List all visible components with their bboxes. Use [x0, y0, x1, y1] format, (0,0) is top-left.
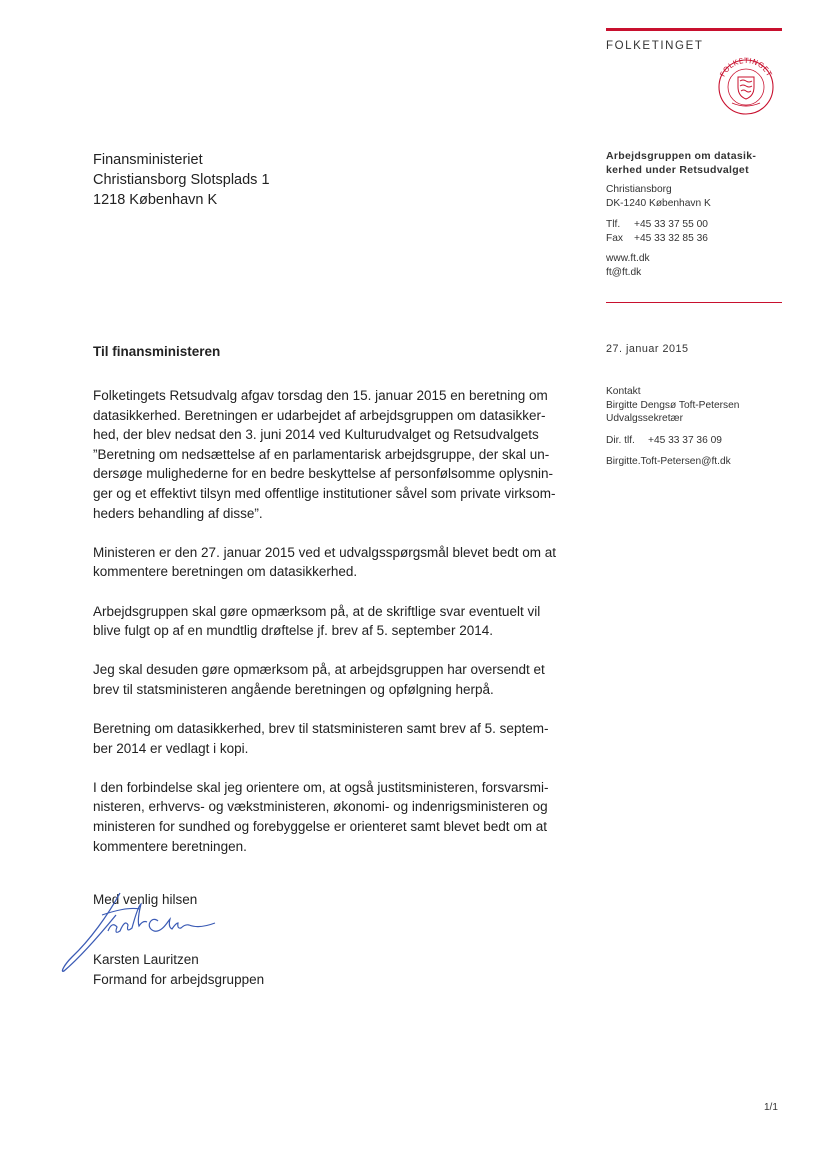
sender-divider — [606, 302, 782, 303]
contact-phone-row: Dir. tlf. +45 33 37 36 09 — [606, 435, 722, 446]
paragraph: I den forbindelse skal jeg orientere om, at også justitsministeren, forsvarsmi- nisteren, erhvervs- og vækstministeren, økonomi- og indenrigsministeren og ministeren for sundhed og forebyggelse er orienteret samt blevet bedt om at kommentere beretningen. — [93, 779, 549, 854]
recipient-line: Finansministeriet — [93, 152, 203, 168]
sender-web-email — [606, 252, 650, 279]
paragraph: Beretning om datasikkerhed, brev til statsministeren samt brev af 5. septem- ber 2014 er vedlagt i kopi. — [93, 721, 549, 756]
recipient-line: 1218 København K — [93, 192, 218, 208]
contact-title: Udvalgssekretær — [606, 413, 683, 424]
paragraph: Jeg skal desuden gøre opmærksom på, at arbejdsgruppen har oversendt et brev til statsministeren angående beretningen og opfølgning herpå. — [93, 662, 545, 697]
closing: Med venlig hilsen — [93, 892, 198, 907]
page-number: 1/1 — [764, 1102, 778, 1113]
sender-address: Christiansborg DK-1240 København K — [606, 184, 711, 209]
signer — [93, 950, 264, 989]
paragraph: Folketingets Retsudvalg afgav torsdag den 15. januar 2015 en beretning om datasikkerhed. Beretningen er udarbejdet af arbejdsgruppen om datasikker- hed, der blev nedsat den 3. juni 2014 ved Kulturudvalget og Retsudvalgets ”Beretning om nedsættelse af en parlamentarisk arbejdsgruppe, der skal un- dersøge mulighederne for en bedre beskyttelse af personfølsomme oplysnin- ger og et effektivt tilsyn med offentlige institutioner såvel som private virksom- heders behandling af disse”. — [93, 388, 556, 521]
contact-email: Birgitte.Toft-Petersen@ft.dk — [606, 456, 731, 467]
folketinget-seal-icon — [712, 55, 780, 115]
sender-phone: +45 33 37 55 00 — [634, 219, 708, 230]
recipient-address — [93, 150, 270, 210]
contact-phone: +45 33 37 36 09 — [648, 435, 722, 446]
paragraph: Arbejdsgruppen skal gøre opmærksom på, at de skriftlige svar eventuelt vil blive fulgt op af en mundtlig drøftelse jf. brev af 5. september 2014. — [93, 603, 541, 639]
top-red-rule — [606, 28, 782, 31]
contact-heading: Kontakt — [606, 386, 641, 397]
sender-phone-fax: Tlf. +45 33 37 55 00 Fax +45 33 32 85 36 — [606, 219, 708, 244]
sender-fax: +45 33 32 85 36 — [634, 232, 708, 244]
sender-organization: Arbejdsgruppen om datasik- kerhed under Retsudvalget — [606, 150, 757, 176]
paragraph: Ministeren er den 27. januar 2015 ved et udvalgsspørgsmål blevet bedt om at kommentere beretningen om datasikkerhed. — [93, 544, 557, 580]
salutation: Til finansministeren — [93, 344, 221, 359]
signer-name: Karsten Lauritzen — [93, 952, 199, 967]
contact-block — [606, 385, 739, 426]
letter-date: 27. januar 2015 — [606, 343, 689, 355]
letter-body — [93, 386, 583, 876]
sender-email: ft@ft.dk — [606, 266, 642, 278]
contact-name: Birgitte Dengsø Toft-Petersen — [606, 399, 740, 411]
recipient-line: Christiansborg Slotsplads 1 — [93, 172, 270, 188]
signer-title: Formand for arbejdsgruppen — [93, 971, 265, 987]
sender-website: www.ft.dk — [606, 253, 650, 264]
svg-text:FOLKETINGET: FOLKETINGET — [717, 55, 775, 79]
brand-name: FOLKETINGET — [606, 40, 704, 52]
